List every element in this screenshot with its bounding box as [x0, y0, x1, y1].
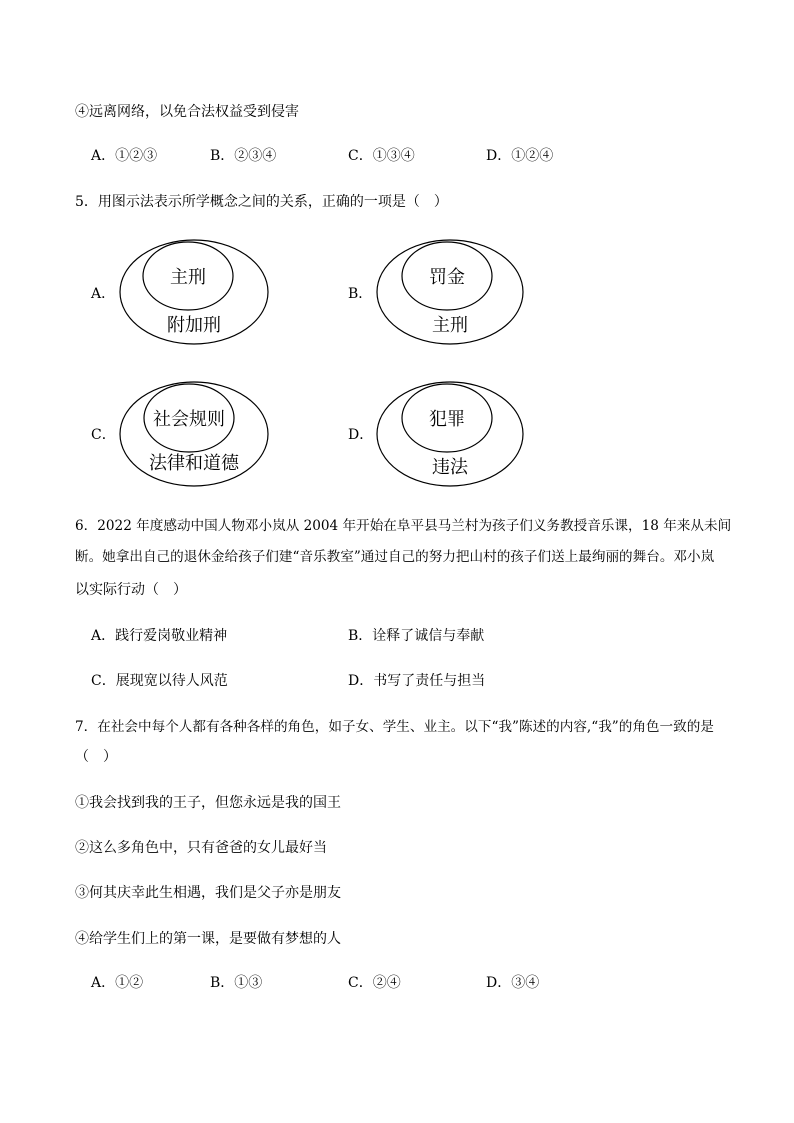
inner-label: 罚金	[429, 267, 465, 288]
q7-option-d: D．③④	[486, 975, 540, 991]
q6-stem-line-3: 以实际行动（ ）	[75, 582, 187, 598]
q7-stem-line-1: 7．在社会中每个人都有各种各样的角色，如子女、学生、业主。以下“我”陈述的内容,“我”的角色一致的是	[75, 719, 714, 735]
q7-stem-line-2: （ ）	[75, 749, 117, 765]
q5-stem: 5．用图示法表示所学概念之间的关系，正确的一项是（ ）	[75, 194, 448, 210]
q4-option-d: D．①②④	[486, 148, 554, 164]
q5-diagram-d-label: D．	[348, 427, 374, 443]
q6-option-c: C．展现宽以待人风范	[91, 673, 228, 689]
q5-diagram-c-label: C．	[91, 427, 116, 443]
q7-item-1: ①我会找到我的王子，但您永远是我的国王	[75, 795, 341, 811]
q6-option-d: D．书写了责任与担当	[348, 673, 486, 689]
inner-label: 主刑	[170, 267, 206, 288]
q4-option-a: A．①②③	[91, 148, 158, 164]
q6-stem-line-2: 断。她拿出自己的退休金给孩子们建“音乐教室”通过自己的努力把山村的孩子们送上最绚丽的舞台。邓小岚	[75, 549, 715, 565]
q4-option-b: B．②③④	[210, 148, 277, 164]
inner-label: 犯罪	[429, 409, 465, 430]
outer-label: 法律和道德	[149, 453, 239, 474]
q6-option-b: B．诠释了诚信与奉献	[348, 628, 485, 644]
q7-item-3: ③何其庆幸此生相遇，我们是父子亦是朋友	[75, 885, 341, 901]
outer-label: 主刑	[432, 315, 468, 336]
q4-option-c: C．①③④	[348, 148, 415, 164]
q7-option-b: B．①③	[210, 975, 263, 991]
q5-diagram-a-label: A．	[91, 286, 116, 302]
outer-label: 违法	[432, 457, 468, 478]
q5-diagram-c	[118, 380, 270, 488]
outer-label: 附加刑	[167, 315, 221, 336]
q5-diagram-b-label: B．	[348, 286, 373, 302]
q7-item-4: ④给学生们上的第一课，是要做有梦想的人	[75, 931, 341, 947]
q7-option-c: C．②④	[348, 975, 401, 991]
q5-diagram-b	[375, 238, 525, 346]
q4-item-4: ④远离网络，以免合法权益受到侵害	[75, 104, 299, 120]
q5-diagram-a	[118, 238, 270, 346]
q7-option-a: A．①②	[91, 975, 144, 991]
inner-label: 社会规则	[153, 409, 225, 430]
q7-item-2: ②这么多角色中，只有爸爸的女儿最好当	[75, 840, 327, 856]
q5-diagram-d	[375, 380, 525, 488]
q6-stem-line-1: 6．2022 年度感动中国人物邓小岚从 2004 年开始在阜平县马兰村为孩子们义务教授音乐课，18 年来从未间	[75, 518, 732, 534]
q6-option-a: A．践行爱岗敬业精神	[91, 628, 228, 644]
